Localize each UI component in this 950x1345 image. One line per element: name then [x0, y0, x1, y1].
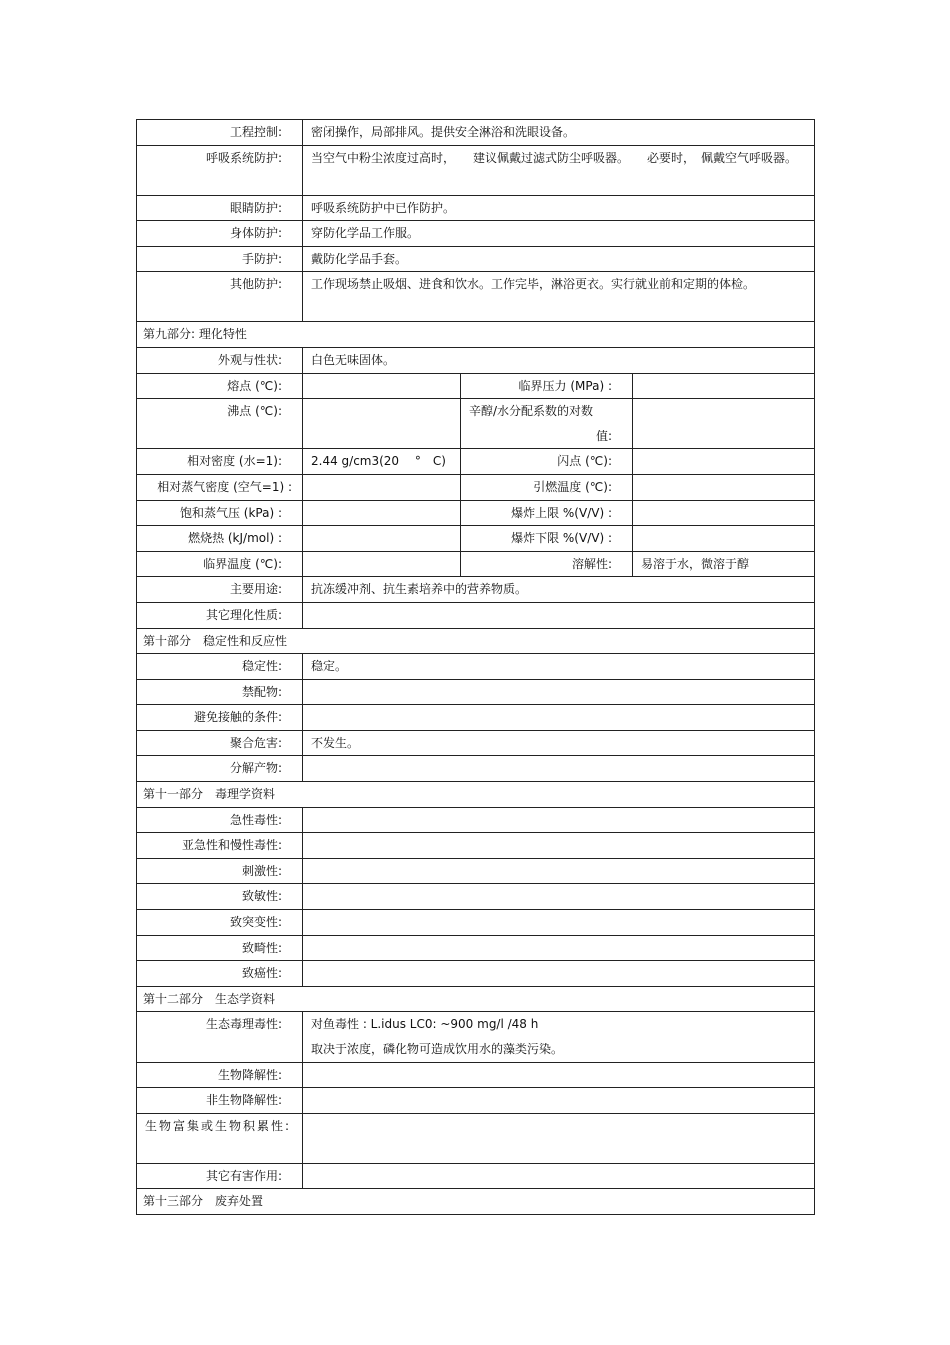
property-value: [633, 500, 815, 526]
row-label: 致突变性:: [137, 910, 303, 936]
row-value: 抗冻缓冲剂、抗生素培养中的营养物质。: [303, 577, 815, 603]
row-value: 呼吸系统防护中已作防护。: [303, 195, 815, 221]
property-label: 引燃温度 (℃):: [461, 474, 633, 500]
row-label: 亚急性和慢性毒性:: [137, 833, 303, 859]
table-row: [137, 884, 815, 910]
row-label: 聚合危害:: [137, 730, 303, 756]
section-title: 第十部分 稳定性和反应性: [137, 628, 815, 654]
table-row: [137, 935, 815, 961]
table-row: [137, 145, 815, 195]
row-label: 主要用途:: [137, 577, 303, 603]
row-value: 密闭操作，局部排风。提供安全淋浴和洗眼设备。: [303, 120, 815, 146]
eco-line-1: 对鱼毒性 : L.idus LC0: ~900 mg/l /48 h: [311, 1017, 539, 1032]
row-label: 眼睛防护:: [137, 195, 303, 221]
section-title: 第九部分: 理化特性: [137, 322, 815, 348]
property-row: [137, 526, 815, 552]
property-label: 相对密度 (水=1):: [137, 449, 303, 475]
row-label: 呼吸系统防护:: [137, 145, 303, 195]
table-row: [137, 246, 815, 272]
row-label: 外观与性状:: [137, 347, 303, 373]
row-label: 避免接触的条件:: [137, 705, 303, 731]
row-label: 分解产物:: [137, 756, 303, 782]
table-row: [137, 1163, 815, 1189]
section-header-row: [137, 322, 815, 348]
property-label: 燃烧热 (kJ/mol) :: [137, 526, 303, 552]
row-label: 致癌性:: [137, 961, 303, 987]
property-label: 熔点 (℃):: [137, 373, 303, 399]
table-row: [137, 833, 815, 859]
table-row: [137, 807, 815, 833]
eco-line-2: 取决于浓度，磷化物可造成饮用水的藻类污染。: [311, 1042, 564, 1056]
row-label: 急性毒性:: [137, 807, 303, 833]
property-value: [633, 474, 815, 500]
property-value: [303, 399, 461, 449]
property-label-line1: 辛醇/水分配系数的对数: [469, 404, 594, 419]
table-row: [137, 910, 815, 936]
property-value: 易溶于水，微溶于醇: [633, 551, 815, 577]
property-row: [137, 474, 815, 500]
property-label: 爆炸下限 %(V/V) :: [461, 526, 633, 552]
row-value: [303, 1163, 815, 1189]
property-value: 2.44 g/cm3(20 ° C): [303, 449, 461, 475]
property-label: 临界压力 (MPa) :: [461, 373, 633, 399]
property-row: [137, 551, 815, 577]
property-value: [633, 373, 815, 399]
row-label: 生态毒理毒性:: [137, 1012, 303, 1062]
row-label: 其它有害作用:: [137, 1163, 303, 1189]
table-row: [137, 1088, 815, 1114]
property-label: 爆炸上限 %(V/V) :: [461, 500, 633, 526]
row-value: 稳定。: [303, 654, 815, 680]
row-label: 身体防护:: [137, 221, 303, 247]
table-row: [137, 730, 815, 756]
row-value: [303, 1088, 815, 1114]
table-row: [137, 577, 815, 603]
row-value: 穿防化学品工作服。: [303, 221, 815, 247]
property-row: [137, 399, 815, 449]
msds-table: [136, 119, 815, 1215]
table-row: [137, 195, 815, 221]
table-row: [137, 347, 815, 373]
row-value: [303, 884, 815, 910]
row-value: [303, 833, 815, 859]
row-label: 其它理化性质:: [137, 602, 303, 628]
property-row: [137, 373, 815, 399]
property-label: 溶解性:: [461, 551, 633, 577]
row-value: [303, 602, 815, 628]
table-row: [137, 756, 815, 782]
table-row: [137, 221, 815, 247]
section-title: 第十二部分 生态学资料: [137, 986, 815, 1012]
table-row: [137, 961, 815, 987]
property-label: 饱和蒸气压 (kPa) :: [137, 500, 303, 526]
section-header-row: [137, 1189, 815, 1215]
row-label: 非生物降解性:: [137, 1088, 303, 1114]
property-value: [303, 373, 461, 399]
row-label: 稳定性:: [137, 654, 303, 680]
row-value: [303, 679, 815, 705]
row-label: 生物降解性:: [137, 1062, 303, 1088]
property-value: [303, 474, 461, 500]
row-label: 致敏性:: [137, 884, 303, 910]
table-row: [137, 1062, 815, 1088]
property-row: [137, 449, 815, 475]
row-value: [303, 910, 815, 936]
row-value: [303, 705, 815, 731]
table-row: [137, 1012, 815, 1062]
row-value: [303, 807, 815, 833]
table-row: [137, 1113, 815, 1163]
row-value: [303, 756, 815, 782]
table-row: [137, 654, 815, 680]
table-row: [137, 679, 815, 705]
section-title: 第十一部分 毒理学资料: [137, 782, 815, 808]
row-value: 白色无味固体。: [303, 347, 815, 373]
property-label: 沸点 (℃):: [137, 399, 303, 449]
property-value: [633, 449, 815, 475]
table-row: [137, 272, 815, 322]
property-label: 临界温度 (℃):: [137, 551, 303, 577]
row-value: [303, 1062, 815, 1088]
property-value: [303, 500, 461, 526]
section-header-row: [137, 986, 815, 1012]
property-label: 相对蒸气密度 (空气=1) :: [137, 474, 303, 500]
property-label: [461, 399, 633, 449]
row-value: 不发生。: [303, 730, 815, 756]
row-label: 手防护:: [137, 246, 303, 272]
row-value: 戴防化学品手套。: [303, 246, 815, 272]
row-value: [303, 858, 815, 884]
property-value: [303, 551, 461, 577]
table-row: [137, 858, 815, 884]
row-label: 其他防护:: [137, 272, 303, 322]
property-value: [303, 526, 461, 552]
row-value: [303, 961, 815, 987]
row-label: 工程控制:: [137, 120, 303, 146]
row-value: [303, 935, 815, 961]
property-value: [633, 399, 815, 449]
row-label: 生物富集或生物积累性:: [137, 1113, 303, 1163]
section-header-row: [137, 782, 815, 808]
property-label-line2: 值:: [595, 428, 612, 443]
row-value: [303, 1012, 815, 1062]
property-row: [137, 500, 815, 526]
table-row: [137, 705, 815, 731]
row-label: 刺激性:: [137, 858, 303, 884]
table-row: [137, 120, 815, 146]
table-row: [137, 602, 815, 628]
section-header-row: [137, 628, 815, 654]
property-label: 闪点 (℃):: [461, 449, 633, 475]
row-value: [303, 1113, 815, 1163]
property-value: [633, 526, 815, 552]
row-label: 禁配物:: [137, 679, 303, 705]
row-value: 当空气中粉尘浓度过高时， 建议佩戴过滤式防尘呼吸器。 必要时， 佩戴空气呼吸器。: [303, 145, 815, 195]
row-value: 工作现场禁止吸烟、进食和饮水。工作完毕，淋浴更衣。实行就业前和定期的体检。: [303, 272, 815, 322]
section-title: 第十三部分 废弃处置: [137, 1189, 815, 1215]
row-label: 致畸性:: [137, 935, 303, 961]
